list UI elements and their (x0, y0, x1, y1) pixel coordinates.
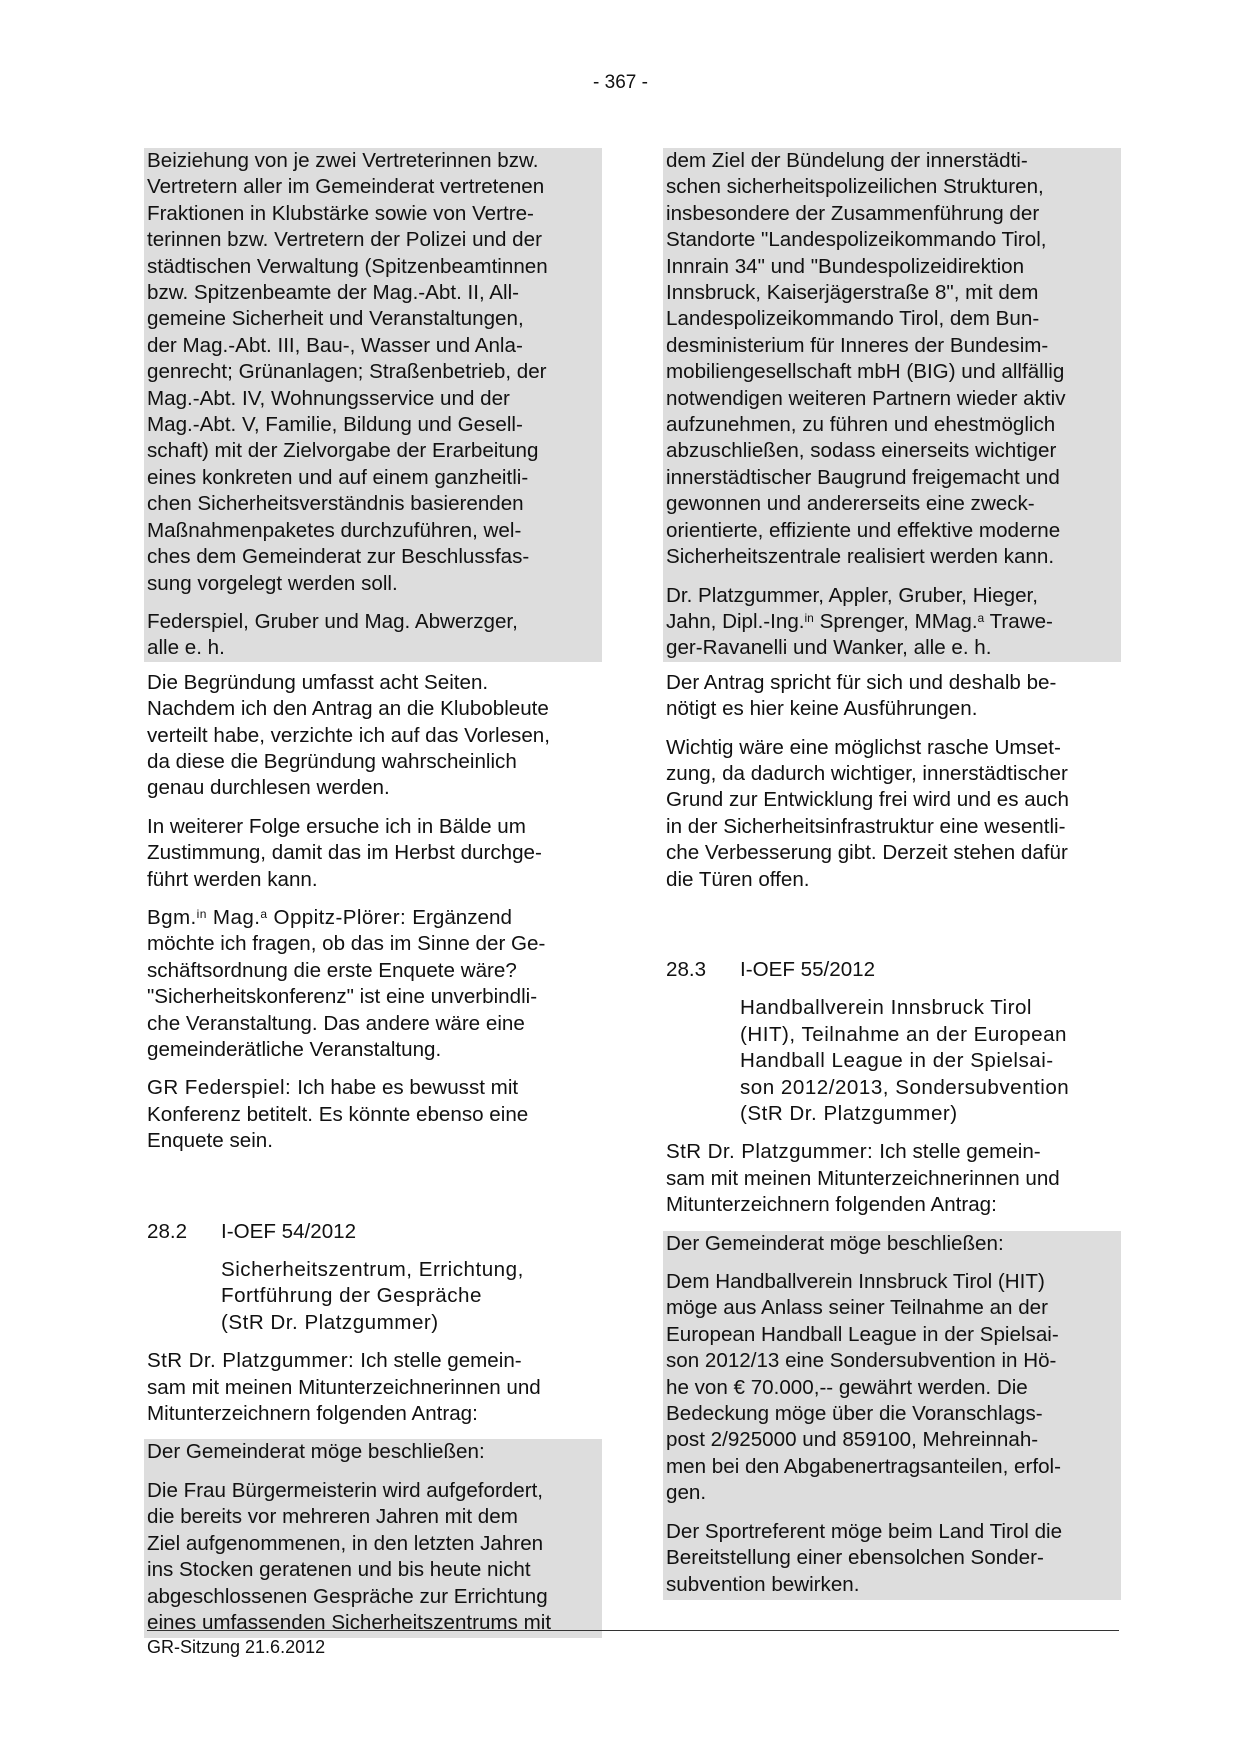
text-line: Maßnahmenpaketes durchzuführen, wel- (147, 518, 522, 542)
text-line: in der Sicherheitsinfrastruktur eine wesentli- (666, 814, 1066, 838)
motion-text (666, 1269, 1118, 1519)
text-line: innerstädtischer Baugrund freigemacht und (666, 465, 1060, 489)
text-line: European Handball League in der Spielsai- (666, 1322, 1059, 1346)
text-line: Grund zur Entwicklung frei wird und es auch (666, 788, 1069, 812)
text-line: Handballverein Innsbruck Tirol (740, 996, 1033, 1020)
text-line: gemeinderätliche Veranstaltung. (147, 1038, 442, 1061)
text-line: Standorte "Landespolizeikommando Tirol, (666, 228, 1047, 252)
text-line: genau durchlesen werden. (147, 776, 390, 800)
text-line: eines konkreten und auf einem ganzheitli- (147, 465, 529, 489)
mayor-statement: Bgm.$^{in}$ Mag.$^a$ Oppitz-Plörer: Ergänzend möchte ich fragen, ob das im Sinne der Ge- schäftsordnung die erste Enquete wäre? "Sicherheitskonferenz" ist eine unverbindli- che Veranstaltung. Das andere wäre eine gemeinderätliche Veranstaltung. (147, 905, 599, 1063)
text-line: sung vorgelegt werden soll. (147, 571, 398, 595)
implementation-paragraph (666, 735, 1118, 893)
text-line: ins Stocken geratenen und bis heute nicht (147, 1558, 531, 1582)
text-line: notwendigen weiteren Partnern wieder aktiv (666, 386, 1066, 410)
text-line: Handball League in der Spielsai- (740, 1049, 1054, 1073)
text-line: Mag.-Abt. V, Familie, Bildung und Gesell- (147, 413, 523, 437)
text-line: möchte ich fragen, ob das im Sinne der Ge- (147, 932, 546, 956)
text-line: (HIT), Teilnahme an der European (740, 1022, 1067, 1046)
motion-continuation-box (144, 148, 602, 662)
text-line: Sicherheitszentrum, Errichtung, (221, 1258, 524, 1282)
text-line: möge aus Anlass seiner Teilnahme an der (666, 1296, 1048, 1320)
text-line: der Mag.-Abt. III, Bau-, Wasser und Anla- (147, 333, 523, 357)
text-line: post 2/925000 und 859100, Mehreinnah- (666, 1428, 1039, 1452)
text-line: Ziel aufgenommenen, in den letzten Jahren (147, 1531, 544, 1555)
motion-text (147, 1478, 599, 1636)
text-line: desministerium für Inneres der Bundesim- (666, 333, 1049, 357)
text-line: Die Frau Bürgermeisterin wird aufgefordert, (147, 1478, 544, 1502)
text-line: die Türen offen. (666, 867, 810, 891)
text-line: (StR Dr. Platzgummer) (221, 1310, 439, 1334)
consent-paragraph (147, 814, 599, 893)
text-line: Dem Handballverein Innsbruck Tirol (HIT) (666, 1270, 1045, 1294)
agenda-item-code: I-OEF 54/2012 (221, 1219, 357, 1243)
text-line: In weiterer Folge ersuche ich in Bälde um (147, 814, 526, 838)
text-line: gewonnen und andererseits eine zweck- (666, 492, 1035, 516)
text-line: chen Sicherheitsverständnis basierenden (147, 492, 524, 516)
sport-motion-text (666, 1519, 1118, 1598)
text-line: aufzunehmen, zu führen und ehestmöglich (666, 413, 1056, 437)
text-line: Die Begründung umfasst acht Seiten. (147, 670, 489, 694)
text-line: nötigt es hier keine Ausführungen. (666, 697, 978, 721)
text-line: son 2012/2013, Sondersubvention (740, 1075, 1070, 1099)
text-line: son 2012/13 eine Sondersubvention in Hö- (666, 1349, 1057, 1373)
text-line: dem Ziel der Bündelung der innerstädti- (666, 149, 1028, 172)
text-line: eines umfassenden Sicherheitszentrums mit (147, 1610, 552, 1634)
text-line: Beiziehung von je zwei Vertreterinnen bzw. (147, 149, 539, 172)
no-explanation-paragraph (666, 670, 1118, 723)
text-line: Mitunterzeichnern folgenden Antrag: (147, 1402, 478, 1426)
text-line: schaft) mit der Zielvorgabe der Erarbeitung (147, 439, 539, 463)
motion-box (144, 1439, 602, 1638)
page-number: - 367 - (593, 72, 648, 93)
text-line: abzuschließen, sodass einerseits wichtiger (666, 439, 1057, 463)
text-line: he von € 70.000,-- gewährt werden. Die (666, 1375, 1028, 1399)
motion-box (663, 1231, 1121, 1600)
text-line: Der Sportreferent möge beim Land Tirol die (666, 1519, 1063, 1543)
text-line: ches dem Gemeinderat zur Beschlussfas- (147, 545, 530, 569)
agenda-item-number: 28.3 (666, 957, 707, 981)
text-line: alle e. h. (147, 636, 225, 660)
speaker-name: Bgm.$^{in}$ Mag.$^a$ Oppitz-Plörer: (147, 905, 413, 929)
text-line: mobiliengesellschaft mbH (BIG) und allfällig (666, 360, 1065, 384)
motion-continuation-box (663, 148, 1121, 662)
text-line: genrecht; Grünanlagen; Straßenbetrieb, der (147, 360, 547, 384)
text-line: Innrain 34" und "Bundespolizeidirektion (666, 254, 1025, 278)
footer-session-label: GR-Sitzung 21.6.2012 (147, 1637, 326, 1657)
speaker-name: StR Dr. Platzgummer: (666, 1140, 880, 1164)
agenda-item-heading (147, 1219, 599, 1245)
text-line: insbesondere der Zusammenführung der (666, 201, 1040, 225)
footer-rule (147, 1630, 1119, 1631)
text-line: Enquete sein. (147, 1129, 273, 1153)
resolution-heading: Der Gemeinderat möge beschließen: (666, 1231, 1004, 1255)
text-line: Fortführung der Gespräche (221, 1284, 482, 1308)
text-line: che Veranstaltung. Das andere wäre eine (147, 1011, 525, 1035)
text-line: orientierte, effiziente und effektive moderne (666, 518, 1061, 542)
text-line: Wichtig wäre eine möglichst rasche Umset- (666, 735, 1061, 759)
speaker-name: GR Federspiel: (147, 1076, 298, 1100)
text-line: Nachdem ich den Antrag an die Klubobleute (147, 697, 549, 721)
text-line: "Sicherheitskonferenz" ist eine unverbindli- (147, 985, 538, 1009)
text-line: Fraktionen in Klubstärke sowie von Vertre- (147, 201, 534, 225)
text-line: Der Antrag spricht für sich und deshalb be- (666, 670, 1057, 694)
text-line: Innsbruck, Kaiserjägerstraße 8", mit dem (666, 281, 1039, 305)
text-line: führt werden kann. (147, 867, 318, 891)
federspiel-statement: GR Federspiel: Ich habe es bewusst mit Konferenz betitelt. Es könnte ebenso eine Enquete sein. (147, 1075, 599, 1154)
text-line: gemeine Sicherheit und Veranstaltungen, (147, 307, 524, 331)
text-line: gen. (666, 1481, 707, 1505)
reasoning-paragraph (147, 670, 599, 802)
agenda-item-heading (666, 957, 1118, 983)
text-line: Bereitstellung einer ebensolchen Sonder- (666, 1546, 1044, 1570)
agenda-item-title (221, 1257, 599, 1336)
text-line: che Verbesserung gibt. Derzeit stehen dafür (666, 841, 1068, 865)
text-line: schäftsordnung die erste Enquete wäre? (147, 958, 517, 982)
text-line: Vertretern aller im Gemeinderat vertretenen (147, 175, 545, 199)
agenda-item-code: I-OEF 55/2012 (740, 957, 876, 981)
text-line: da diese die Begründung wahrscheinlich (147, 749, 517, 773)
text-line: (StR Dr. Platzgummer) (740, 1102, 958, 1125)
right-column (666, 148, 1118, 1600)
text-line: Bedeckung möge über die Voranschlags- (666, 1402, 1043, 1426)
text-line: Konferenz betitelt. Es könnte ebenso eine (147, 1102, 529, 1126)
text-line: zung, da dadurch wichtiger, innerstädtischer (666, 761, 1068, 785)
motion-continuation (666, 148, 1118, 583)
agenda-item-number: 28.2 (147, 1219, 188, 1243)
text-line: Sicherheitszentrale realisiert werden kann. (666, 545, 1055, 569)
text-line: Mag.-Abt. IV, Wohnungsservice und der (147, 386, 510, 410)
text-line: terinnen bzw. Vertretern der Polizei und der (147, 228, 542, 252)
resolution-heading: Der Gemeinderat möge beschließen: (147, 1440, 485, 1464)
motion-continuation (147, 148, 599, 609)
speaker-name: StR Dr. Platzgummer: (147, 1349, 361, 1373)
signatories (147, 609, 599, 662)
text-line: abgeschlossenen Gespräche zur Errichtung (147, 1584, 548, 1608)
text-line: subvention bewirken. (666, 1572, 860, 1596)
text-line: sam mit meinen Mitunterzeichnerinnen und (147, 1375, 541, 1399)
agenda-item-title (740, 995, 1118, 1127)
motion-intro: StR Dr. Platzgummer: Ich stelle gemein- sam mit meinen Mitunterzeichnerinnen und Mitunterzeichnern folgenden Antrag: (666, 1139, 1118, 1218)
text-line: sam mit meinen Mitunterzeichnerinnen und (666, 1166, 1060, 1190)
text-line: schen sicherheitspolizeilichen Strukturen, (666, 175, 1044, 199)
text-line: men bei den Abgabenertragsanteilen, erfol- (666, 1454, 1061, 1478)
text-line: Mitunterzeichnern folgenden Antrag: (666, 1193, 997, 1217)
text-line: verteilt habe, verzichte ich auf das Vorlesen, (147, 723, 550, 747)
text-line: städtischen Verwaltung (Spitzenbeamtinnen (147, 254, 548, 278)
text-line: Landespolizeikommando Tirol, dem Bun- (666, 307, 1040, 331)
motion-intro: StR Dr. Platzgummer: Ich stelle gemein- sam mit meinen Mitunterzeichnerinnen und Mitunterzeichnern folgenden Antrag: (147, 1348, 599, 1427)
text-line: die bereits vor mehreren Jahren mit dem (147, 1505, 518, 1529)
text-line: bzw. Spitzenbeamte der Mag.-Abt. II, All- (147, 281, 520, 305)
text-line: Zustimmung, damit das im Herbst durchge- (147, 841, 542, 865)
text-line: Federspiel, Gruber und Mag. Abwerzger, (147, 609, 518, 633)
left-column (147, 148, 599, 1638)
signatories: Dr. Platzgummer, Appler, Gruber, Hieger, Jahn, Dipl.-Ing.$^{in}$ Sprenger, MMag.$^a$ Trawe- ger-Ravanelli und Wanker, alle e. h. (666, 583, 1053, 660)
